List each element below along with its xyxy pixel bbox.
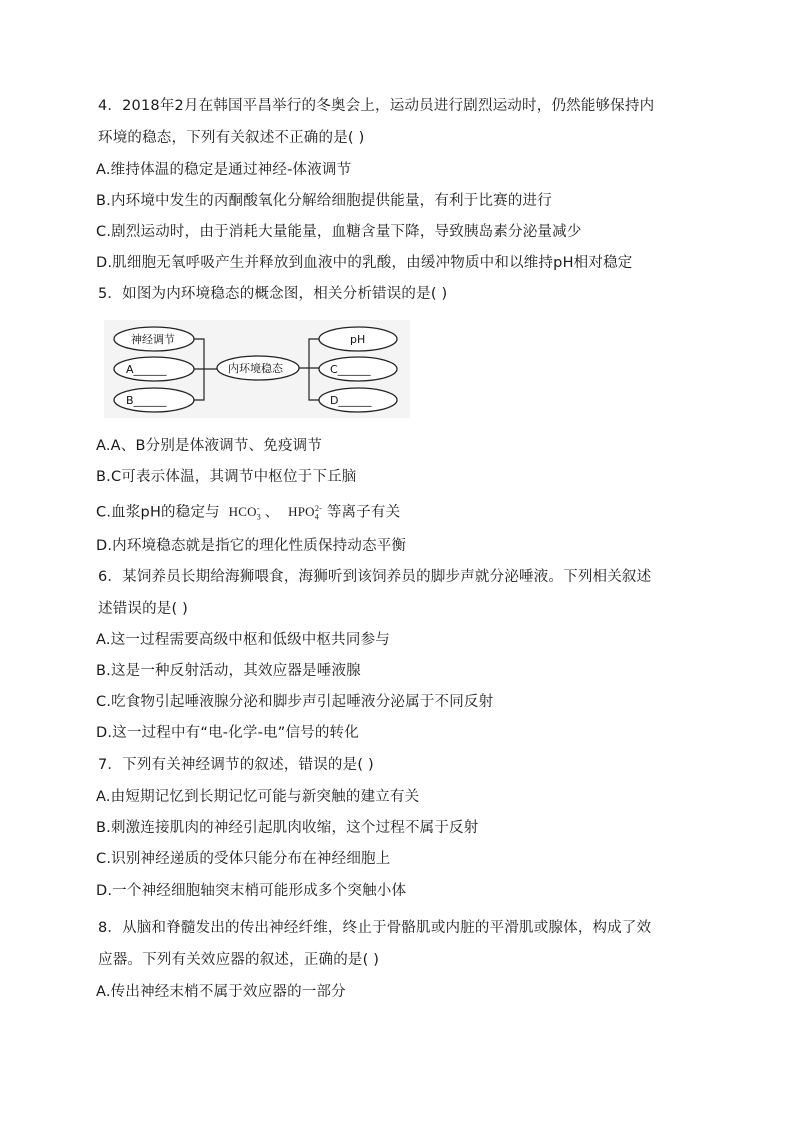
option-c-prefix: C.血浆pH的稳定与 bbox=[96, 504, 220, 521]
right-node-1-label: pH bbox=[350, 333, 366, 346]
question-8-option-a: A.传出神经末梢不属于效应器的一部分 bbox=[96, 984, 346, 1000]
question-8-stem-line-2: 应器。下列有关效应器的叙述，正确的是( ) bbox=[98, 952, 380, 968]
question-5-stem: 5．如图为内环境稳态的概念图，相关分析错误的是( ) bbox=[98, 286, 448, 302]
question-4-option-c: C.剧烈运动时，由于消耗大量能量，血糖含量下降，导致胰岛素分泌量减少 bbox=[96, 224, 582, 240]
phosphate-superscript: 2- bbox=[314, 504, 323, 513]
question-5-option-c bbox=[96, 499, 400, 528]
homeostasis-concept-diagram bbox=[104, 320, 410, 418]
question-4-option-b: B.内环境中发生的丙酮酸氧化分解给细胞提供能量，有利于比赛的进行 bbox=[96, 193, 552, 209]
left-node-2-label: A______ bbox=[126, 363, 167, 376]
question-8-stem-line-1: 8．从脑和脊髓发出的传出神经纤维，终止于骨骼肌或内脏的平滑肌或腺体，构成了效 bbox=[98, 920, 652, 936]
question-6-stem-line-1: 6．某饲养员长期给海狮喂食，海狮听到该饲养员的脚步声就分泌唾液。下列相关叙述 bbox=[98, 569, 652, 585]
question-6-option-d: D.这一过程中有“电-化学-电”信号的转化 bbox=[96, 725, 359, 741]
question-6-option-b: B.这是一种反射活动，其效应器是唾液腺 bbox=[96, 663, 361, 679]
phosphate-subscript: 4 bbox=[314, 512, 319, 522]
bicarbonate-ion bbox=[228, 504, 261, 522]
question-4-option-d: D.肌细胞无氧呼吸产生并释放到血液中的乳酸，由缓冲物质中和以维持pH相对稳定 bbox=[96, 255, 633, 271]
question-6-option-c: C.吃食物引起唾液腺分泌和脚步声引起唾液分泌属于不同反射 bbox=[96, 694, 494, 710]
question-4-option-a: A.维持体温的稳定是通过神经-体液调节 bbox=[96, 162, 352, 178]
right-node-3-label: D______ bbox=[330, 394, 372, 407]
bicarbonate-base: HCO bbox=[228, 504, 257, 520]
question-7-option-b: B.刺激连接肌肉的神经引起肌肉收缩，这个过程不属于反射 bbox=[96, 820, 479, 836]
question-5-option-a: A.A、B分别是体液调节、免疫调节 bbox=[96, 438, 323, 454]
question-5-option-d: D.内环境稳态就是指它的理化性质保持动态平衡 bbox=[96, 538, 407, 554]
right-node-2-label: C______ bbox=[330, 363, 371, 376]
ion-separator: 、 bbox=[264, 504, 280, 521]
question-7-option-a: A.由短期记忆到长期记忆可能与新突触的建立有关 bbox=[96, 789, 420, 805]
question-6-stem-line-2: 述错误的是( ) bbox=[98, 601, 189, 617]
bicarbonate-superscript: - bbox=[256, 504, 260, 513]
question-7-option-d: D.一个神经细胞轴突末梢可能形成多个突触小体 bbox=[96, 883, 407, 899]
question-7-option-c: C.识别神经递质的受体只能分布在神经细胞上 bbox=[96, 851, 391, 867]
left-node-1-label: 神经调节 bbox=[131, 333, 175, 346]
question-4-stem-line-1: 4．2018年2月在韩国平昌举行的冬奥会上，运动员进行剧烈运动时，仍然能够保持内 bbox=[98, 98, 655, 114]
bicarbonate-subscript: 3 bbox=[256, 512, 261, 522]
question-4-stem-line-2: 环境的稳态，下列有关叙述不正确的是( ) bbox=[98, 130, 365, 146]
left-node-3-label: B______ bbox=[126, 394, 167, 407]
question-7-stem: 7．下列有关神经调节的叙述，错误的是( ) bbox=[98, 757, 374, 773]
question-6-option-a: A.这一过程需要高级中枢和低级中枢共同参与 bbox=[96, 632, 390, 648]
center-node-label: 内环境稳态 bbox=[228, 362, 283, 375]
question-5-option-b: B.C可表示体温，其调节中枢位于下丘脑 bbox=[96, 469, 357, 485]
phosphate-base: HPO bbox=[288, 504, 315, 520]
option-c-suffix: 等离子有关 bbox=[326, 504, 401, 521]
hydrogen-phosphate-ion bbox=[288, 504, 323, 522]
